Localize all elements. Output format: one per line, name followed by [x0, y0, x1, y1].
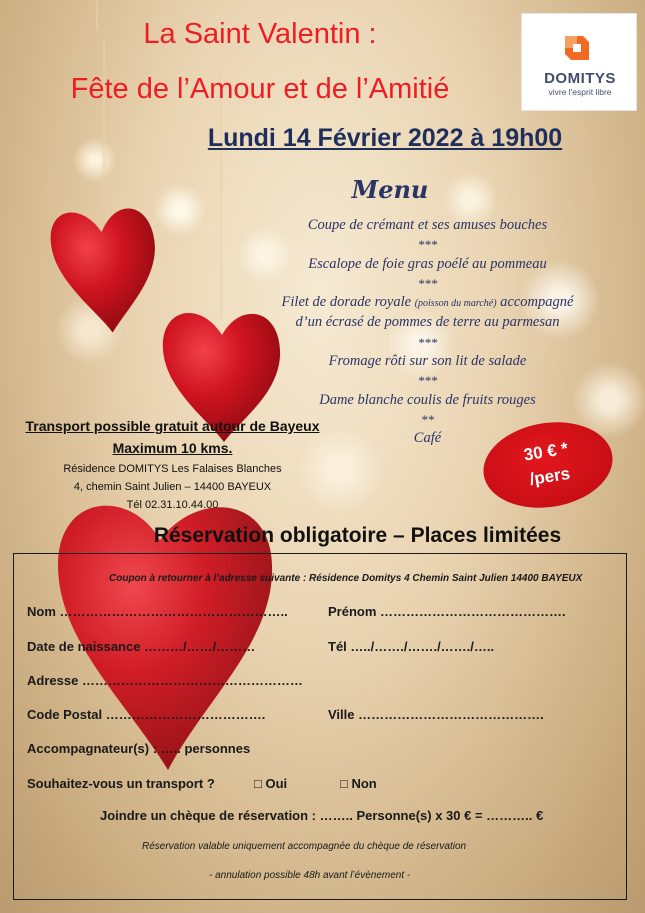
menu-title: Menu	[351, 175, 429, 204]
reservation-form	[13, 553, 627, 900]
field-nom[interactable]: Nom ……………………………………………..	[27, 604, 288, 619]
price-amount: 30 € *	[522, 438, 570, 465]
field-accompagnateurs[interactable]: Accompagnateur(s) : ….. personnes	[27, 741, 251, 756]
residence-name: Résidence DOMITYS Les Falaises Blanches	[63, 463, 282, 475]
menu-item-text: Filet de dorade royale	[281, 294, 415, 311]
field-date-naissance[interactable]: Date de naissance ………/……/………	[27, 639, 256, 654]
menu-separator: **	[421, 411, 434, 427]
menu-item: Fromage rôti sur son lit de salade	[328, 353, 527, 370]
transport-max: Maximum 10 kms.	[112, 440, 233, 456]
title-line-1: La Saint Valentin :	[143, 18, 377, 50]
reservation-validity: Réservation valable uniquement accompagnée du chèque de réservation	[142, 841, 467, 852]
field-code-postal[interactable]: Code Postal ……………………………….	[27, 707, 266, 722]
checkbox-oui[interactable]: □ Oui	[254, 776, 288, 791]
menu-item-text: accompagné	[496, 294, 574, 311]
menu-item	[235, 293, 620, 313]
heart-shape-1	[49, 207, 161, 337]
logo-name: DOMITYS	[544, 70, 616, 87]
menu-item: Dame blanche coulis de fruits rouges	[319, 391, 536, 408]
title-line-2: Fête de l’Amour et de l’Amitié	[70, 73, 450, 105]
menu-separator: ***	[417, 373, 438, 389]
menu-separator: ***	[417, 275, 438, 291]
event-date: Lundi 14 Février 2022 à 19h00	[207, 124, 563, 152]
menu-item: Escalope de foie gras poélé au pommeau	[308, 255, 547, 272]
field-ville[interactable]: Ville …………………………………….	[328, 707, 544, 722]
price-unit: /pers	[528, 463, 572, 489]
transport-info	[0, 416, 345, 514]
residence-phone: Tél 02.31.10.44.00	[126, 499, 219, 511]
menu-separator: ***	[417, 237, 438, 253]
domitys-logo	[521, 13, 637, 111]
field-tel[interactable]: Tél …../……./……./……./…..	[328, 639, 495, 654]
menu-item: Café	[413, 430, 442, 447]
transport-question: Souhaitez-vous un transport ?	[27, 776, 215, 791]
residence-address: 4, chemin Saint Julien – 14400 BAYEUX	[73, 481, 272, 493]
reservation-heading: Réservation obligatoire – Places limitées	[153, 524, 562, 547]
logo-tagline: vivre l'esprit libre	[548, 87, 612, 97]
coupon-instruction: Coupon à retourner à l’adresse suivante : Résidence Domitys 4 Chemin Saint Julien 14400 BAYEUX	[109, 573, 583, 584]
menu-list	[235, 216, 620, 449]
field-adresse[interactable]: Adresse ……………………………………………	[27, 673, 303, 688]
menu-item: Coupe de crémant et ses amuses bouches	[307, 217, 548, 233]
menu-item-note: (poisson du marché)	[414, 298, 497, 310]
cheque-line[interactable]: Joindre un chèque de réservation : …….. Personne(s) x 30 € = ……….. €	[100, 808, 544, 823]
domitys-logo-icon	[561, 32, 593, 64]
transport-title: Transport possible gratuit autour de Bayeux	[25, 418, 320, 434]
menu-separator: ***	[417, 334, 438, 350]
field-prenom[interactable]: Prénom …………………………………….	[328, 604, 566, 619]
cancellation-note: - annulation possible 48h avant l’évènement -	[209, 870, 411, 881]
menu-item: d’un écrasé de pommes de terre au parmesan	[295, 314, 560, 331]
checkbox-non[interactable]: □ Non	[340, 776, 377, 791]
